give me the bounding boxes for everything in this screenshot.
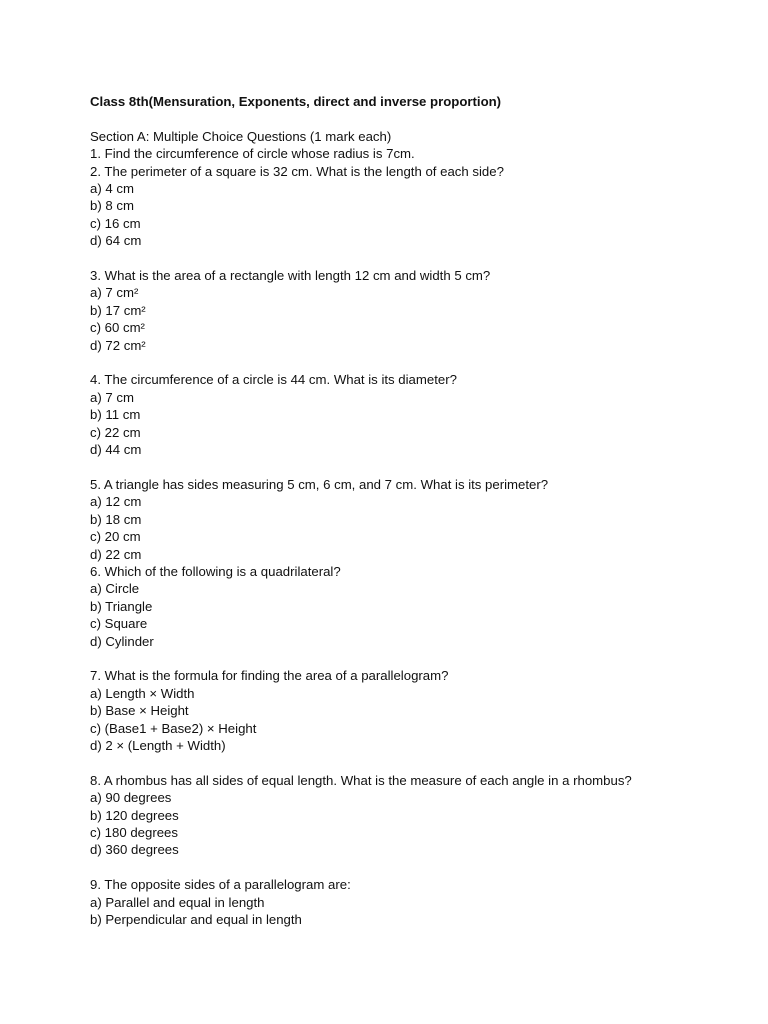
answer-option: d) 360 degrees <box>90 842 179 858</box>
answer-option: d) 64 cm <box>90 233 142 249</box>
question-text: 2. The perimeter of a square is 32 cm. What is the length of each side? <box>90 163 504 179</box>
spacer <box>90 650 750 667</box>
question-text: 5. A triangle has sides measuring 5 cm, 6 cm, and 7 cm. What is its perimeter? <box>90 476 549 492</box>
answer-option: d) 72 cm² <box>90 337 146 353</box>
question-text: 9. The opposite sides of a parallelogram are: <box>90 877 351 893</box>
spacer <box>90 458 750 475</box>
question-block <box>90 371 750 458</box>
answer-option: b) 120 degrees <box>90 807 179 823</box>
question-text: 4. The circumference of a circle is 44 cm. What is its diameter? <box>90 372 457 388</box>
spacer <box>90 354 750 371</box>
question-block <box>90 563 750 650</box>
answer-option: c) 60 cm² <box>90 320 145 336</box>
answer-option: b) 8 cm <box>90 198 134 214</box>
answer-option: a) Parallel and equal in length <box>90 894 265 910</box>
question-block <box>90 772 750 859</box>
spacer <box>90 754 750 771</box>
answer-option: c) 16 cm <box>90 215 141 231</box>
answer-option: c) 20 cm <box>90 529 141 545</box>
answer-option: a) 4 cm <box>90 181 134 197</box>
worksheet-page <box>90 93 750 928</box>
answer-option: c) (Base1 + Base2) × Height <box>90 720 257 736</box>
answer-option: b) Base × Height <box>90 703 189 719</box>
answer-option: b) Perpendicular and equal in length <box>90 911 302 927</box>
answer-option: a) 7 cm <box>90 389 134 405</box>
answer-option: d) 44 cm <box>90 442 142 458</box>
answer-option: d) 2 × (Length + Width) <box>90 737 226 753</box>
question-text: 7. What is the formula for finding the area of a parallelogram? <box>90 668 449 684</box>
question-text: 6. Which of the following is a quadrilateral? <box>90 563 341 579</box>
answer-option: a) 12 cm <box>90 494 142 510</box>
answer-option: b) 17 cm² <box>90 302 146 318</box>
answer-option: a) Circle <box>90 581 140 597</box>
answer-option: a) 7 cm² <box>90 285 139 301</box>
question-block <box>90 267 750 354</box>
answer-option: a) Length × Width <box>90 685 195 701</box>
question-block <box>90 667 750 754</box>
answer-option: b) 11 cm <box>90 407 141 423</box>
spacer <box>90 859 750 876</box>
question-text: 1. Find the circumference of circle whose radius is 7cm. <box>90 146 415 162</box>
question-text: 3. What is the area of a rectangle with length 12 cm and width 5 cm? <box>90 268 491 284</box>
question-block <box>90 476 750 563</box>
answer-option: d) Cylinder <box>90 633 154 649</box>
question-text: 8. A rhombus has all sides of equal length. What is the measure of each angle in a rhombus? <box>90 772 632 788</box>
answer-option: c) 180 degrees <box>90 824 178 840</box>
answer-option: c) 22 cm <box>90 424 141 440</box>
question-block <box>90 876 750 928</box>
worksheet-title: Class 8th(Mensuration, Exponents, direct and inverse proportion) <box>90 94 502 109</box>
question-block <box>90 163 750 250</box>
section-heading: Section A: Multiple Choice Questions (1 mark each) <box>90 128 392 144</box>
answer-option: a) 90 degrees <box>90 790 172 806</box>
answer-option: b) 18 cm <box>90 511 142 527</box>
answer-option: b) Triangle <box>90 598 153 614</box>
question-block <box>90 145 750 162</box>
spacer <box>90 110 750 127</box>
spacer <box>90 250 750 267</box>
answer-option: c) Square <box>90 616 148 632</box>
answer-option: d) 22 cm <box>90 546 142 562</box>
